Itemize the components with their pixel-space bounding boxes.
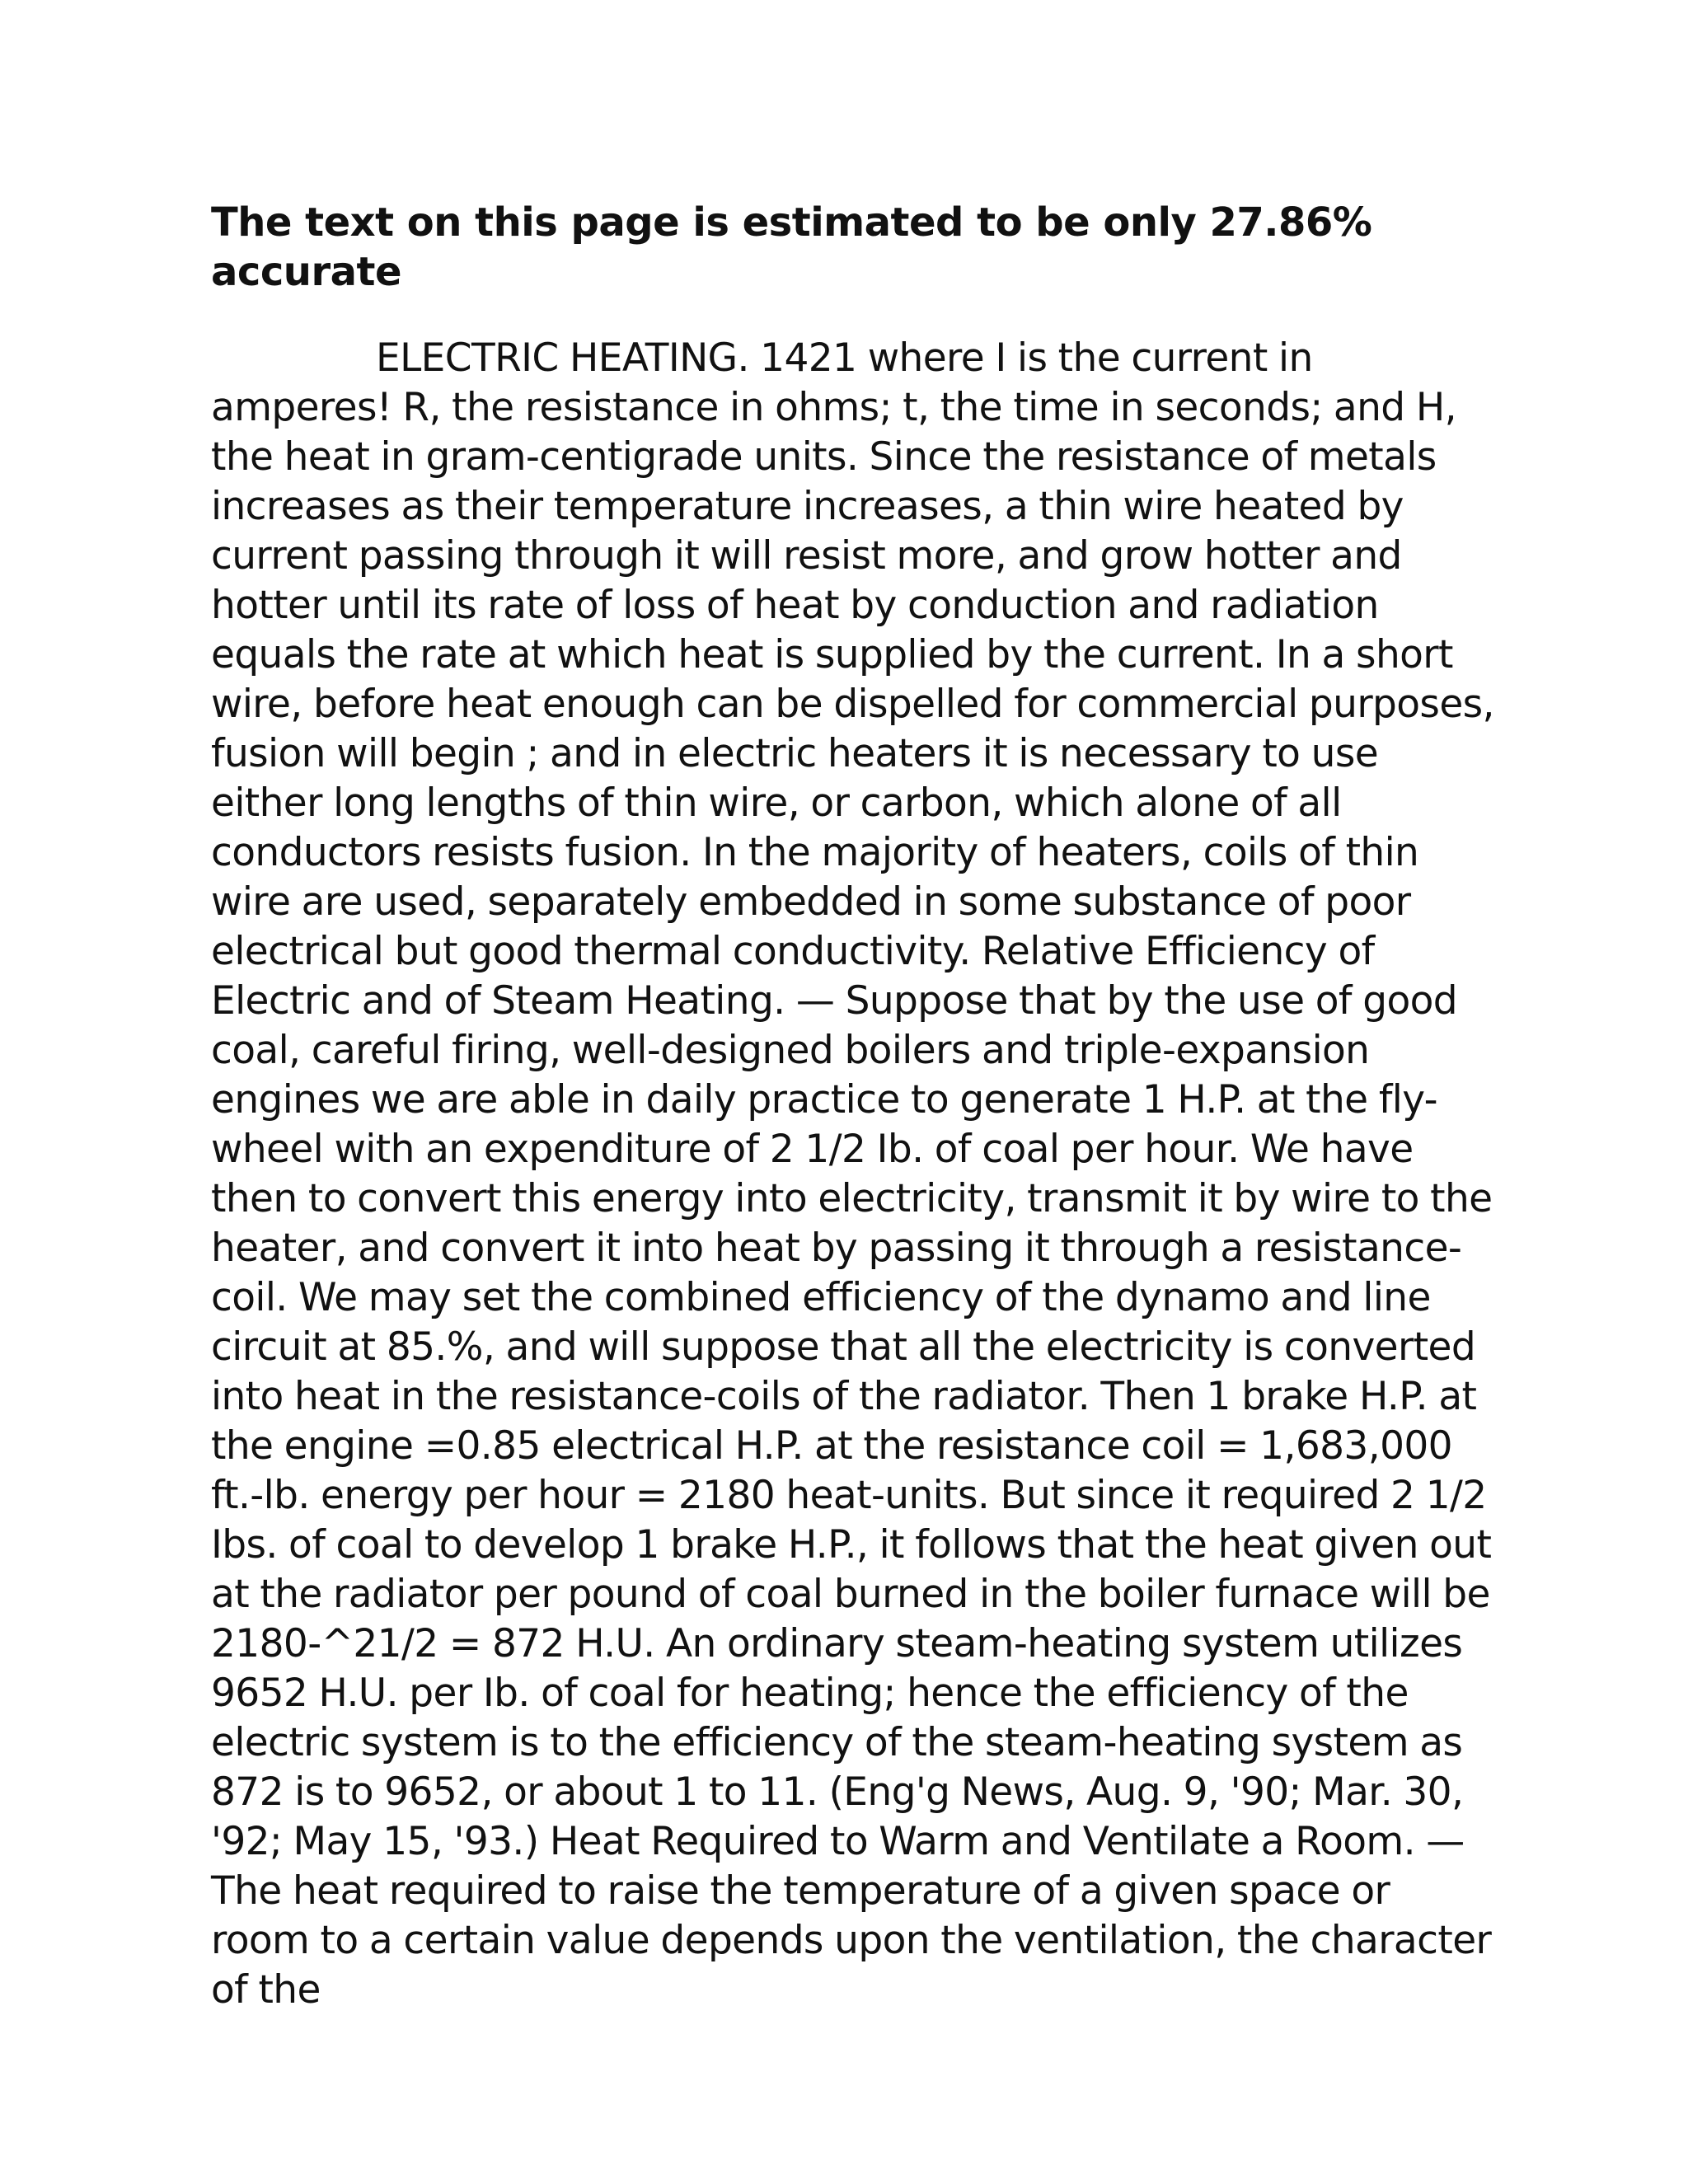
document-body-text: ELECTRIC HEATING. 1421 where I is the current in amperes! R, the resistance in ohms; t, the time in seconds; and H, the heat in gram-centigrade units. Since the resistance of metals increases as their temperature increases, a thin wire heated by current passing through it will resist more, and grow hotter and hotter until its rate of loss of heat by conduction and radiation equals the rate at which heat is supplied by the current. In a short wire, before heat enough can be dispelled for commercial purposes, fusion will begin ; and in electric heaters it is necessary to use either long lengths of thin wire, or carbon, which alone of all conductors resists fusion. In the majority of heaters, coils of thin wire are used, separately embedded in some substance of poor electrical but good thermal conductivity. Relative Efficiency of Electric and of Steam Heating. — Suppose that by the use of good coal, careful firing, well-designed boilers and triple-expansion engines we are able in daily practice to generate 1 H.P. at the fly-wheel with an expenditure of 2 1/2 Ib. of coal per hour. We have then to convert this energy into electricity, transmit it by wire to the heater, and convert it into heat by passing it through a resistance-coil. We may set the combined efficiency of the dynamo and line circuit at 85.%, and will suppose that all the electricity is converted into heat in the resistance-coils of the radiator. Then 1 brake H.P. at the engine =0.85 electrical H.P. at the resistance coil = 1,683,000 ft.-lb. energy per hour = 2180 heat-units. But since it required 2 1/2 Ibs. of coal to develop 1 brake H.P., it follows that the heat given out at the radiator per pound of coal burned in the boiler furnace will be 2180-^21/2 = 872 H.U. An ordinary steam-heating system utilizes 9652 H.U. per Ib. of coal for heating; hence the efficiency of the electric system is to the efficiency of the steam-heating system as 872 is to 9652, or about 1 to 11. (Eng'g News, Aug. 9, '90; Mar. 30, '92; May 15, '93.) Heat Required to Warm and Ventilate a Room. — The heat required to raise the temperature of a given space or room to a certain value depends upon the ventilation, the character of the	[211, 335, 1494, 2013]
document-page	[211, 198, 1497, 2015]
accuracy-heading: The text on this page is estimated to be only 27.86% accurate	[211, 199, 1372, 295]
